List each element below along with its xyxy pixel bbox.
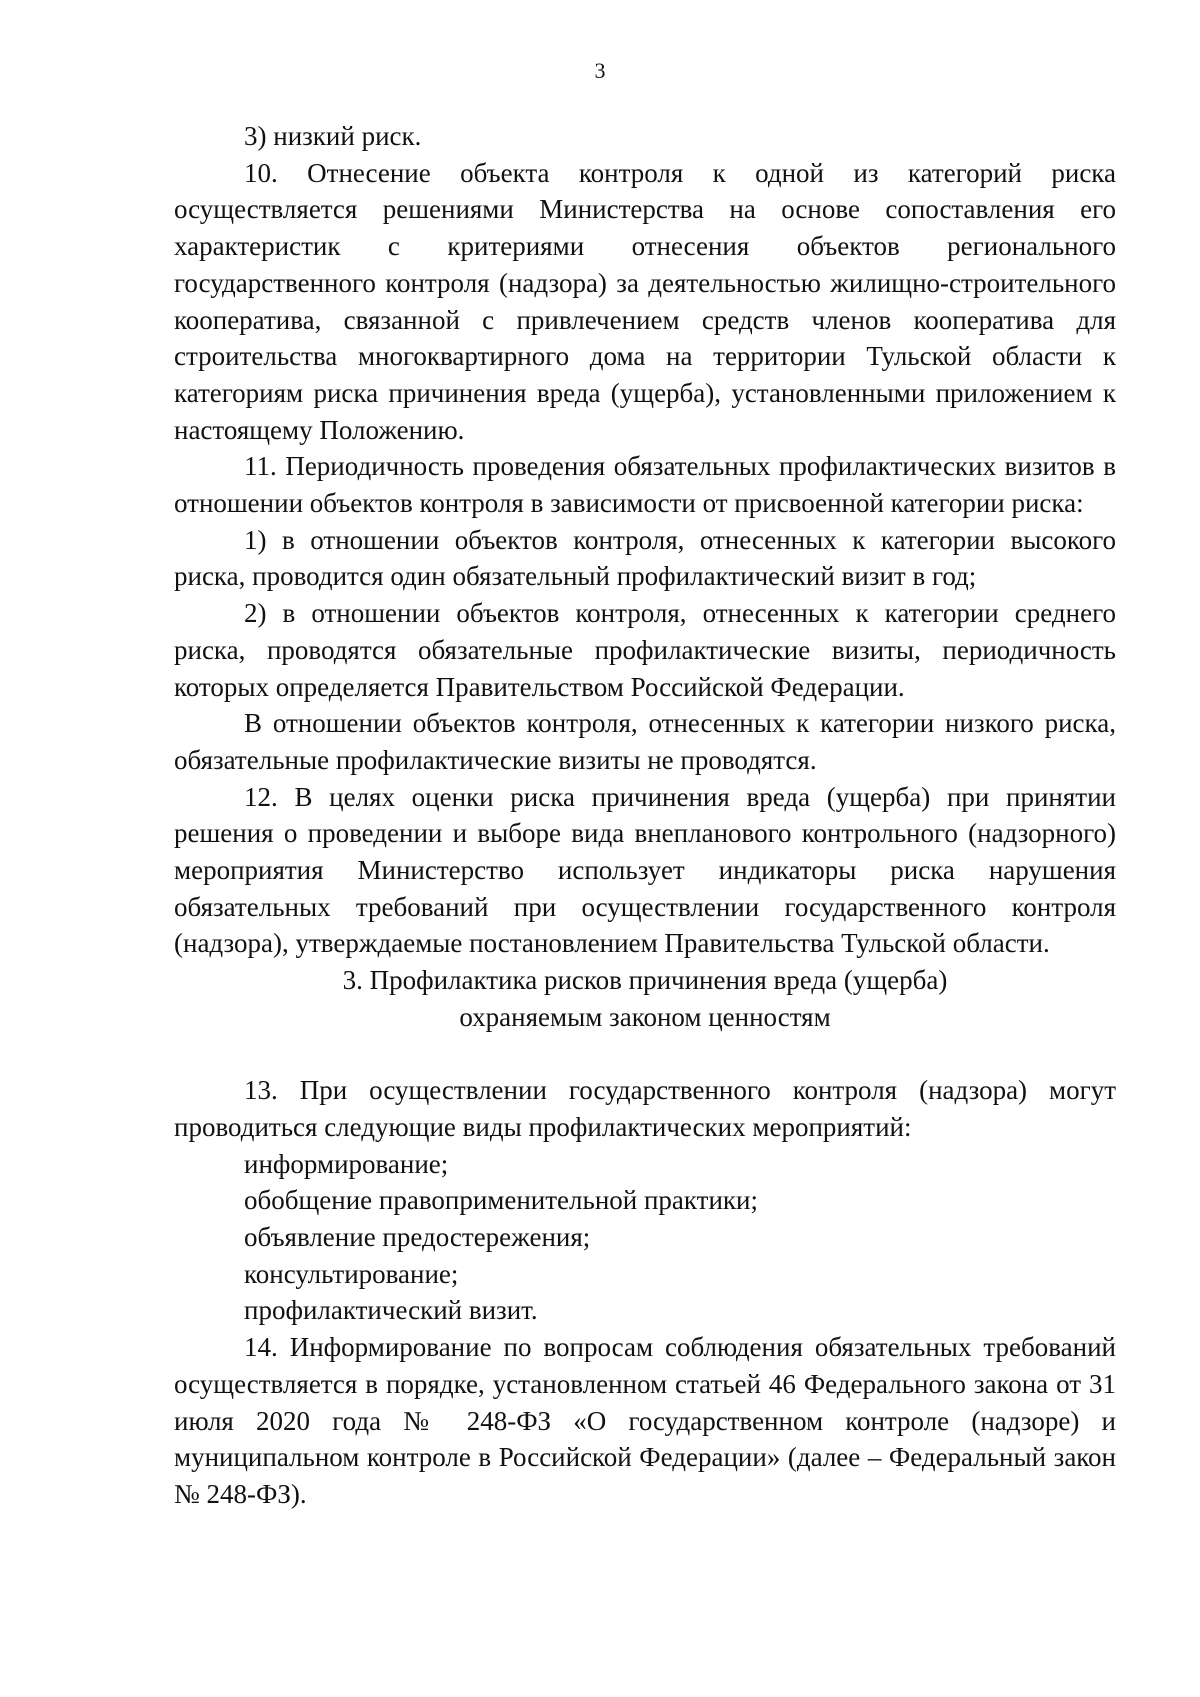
paragraph-clause-11: 11. Периодичность проведения обязательных профилактических визитов в отношении объектов контроля в зависимости от присвоенной категории риска: xyxy=(174,451,1116,519)
paragraph-clause-12: 12. В целях оценки риска причинения вреда (ущерба) при принятии решения о проведении и выборе вида внепланового контрольного (надзорного) мероприятия Министерство использует индикаторы риска нарушения обязательных требований при осуществлении государственного контроля (надзора), утверждаемые постановлением Правительства Тульской области. xyxy=(174,781,1116,959)
list-item-preventive-visit: профилактический визит. xyxy=(244,1295,538,1326)
section-heading-line-2: охраняемым законом ценностям xyxy=(459,1001,831,1032)
paragraph-clause-11-item-2: 2) в отношении объектов контроля, отнесенных к категории среднего риска, проводятся обязательные профилактические визиты, периодичность которых определяется Правительством Российской Федерации. xyxy=(174,598,1116,702)
list-item-consulting: консультирование; xyxy=(244,1258,459,1289)
list-item-warning: объявление предостережения; xyxy=(244,1222,591,1253)
paragraph-clause-10: 10. Отнесение объекта контроля к одной из категорий риска осуществляется решениями Министерства на основе сопоставления его характеристик с критериями отнесения объектов регионального государственного контроля (надзора) за деятельностью жилищно-строительного кооператива, связанной с привлечением средств членов кооператива для строительства многоквартирного дома на территории Тульской области к категориям риска причинения вреда (ущерба), установленными приложением к настоящему Положению. xyxy=(174,157,1116,445)
paragraph-clause-13: 13. При осуществлении государственного контроля (надзора) могут проводиться следующие виды профилактических мероприятий: xyxy=(174,1075,1116,1142)
list-item-practice-generalization: обобщение правоприменительной практики; xyxy=(244,1185,758,1216)
paragraph-item-3-low-risk: 3) низкий риск. xyxy=(244,121,422,151)
paragraph-low-risk-note: В отношении объектов контроля, отнесенных к категории низкого риска, обязательные профилактические визиты не проводятся. xyxy=(174,708,1116,775)
paragraph-clause-11-item-1: 1) в отношении объектов контроля, отнесенных к категории высокого риска, проводится один обязательный профилактический визит в год; xyxy=(174,524,1116,592)
section-heading-line-1: 3. Профилактика рисков причинения вреда (ущерба) xyxy=(342,965,948,996)
paragraph-clause-14: 14. Информирование по вопросам соблюдения обязательных требований осуществляется в порядке, установленном статьей 46 Федерального закона от 31 июля 2020 года № 248-ФЗ «О государственном контроле (надзоре) и муниципальном контроле в Российской Федерации» (далее – Федеральный закон № 248-ФЗ). xyxy=(174,1332,1116,1509)
section-heading xyxy=(174,962,1116,1035)
document-body xyxy=(174,118,1116,1513)
list-item-informing: информирование; xyxy=(244,1148,449,1179)
page-number: 3 xyxy=(594,58,606,83)
